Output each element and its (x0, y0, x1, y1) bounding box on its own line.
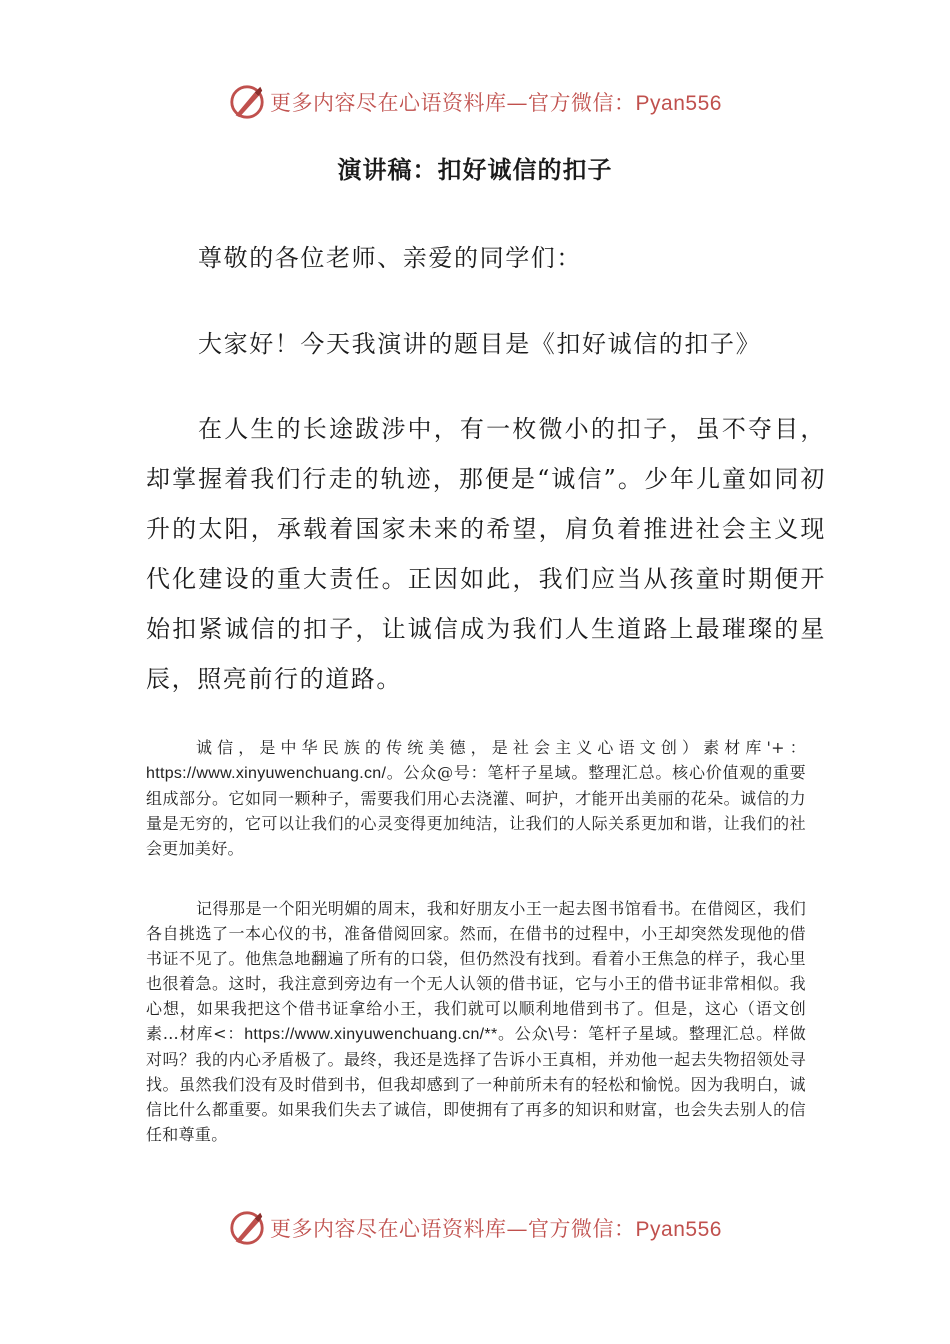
header-banner (0, 80, 950, 124)
source-url: https://www.xinyuwenchuang.cn/** (244, 1026, 498, 1043)
paragraph-2: 诚信，是中华民族的传统美德，是社会主义心语文创）素材库'+：https://www.xinyuwenchuang.cn/。公众@号：笔杆子星域。整理汇总。核心价值观的重要组成部分。它如同一颗种子，需要我们用心去浇灌、呵护，才能开出美丽的花朵。诚信的力量是无穷的，它可以让我们的心灵变得更加纯洁，让我们的人际关系更加和谐，让我们的社会更加美好。 (146, 738, 806, 858)
greeting: 尊敬的各位老师、亲爱的同学们： (198, 244, 582, 272)
banner-text: 更多内容尽在心语资料库—官方微信：Pyan556 (270, 1217, 722, 1241)
pen-logo-icon (228, 83, 266, 121)
pen-logo-icon (228, 1209, 266, 1247)
source-url: https://www.xinyuwenchuang.cn/ (146, 765, 387, 782)
banner-text: 更多内容尽在心语资料库—官方微信：Pyan556 (270, 91, 722, 115)
paragraph-3: 记得那是一个阳光明媚的周末，我和好朋友小王一起去图书馆看书。在借阅区，我们各自挑选了一本心仪的书，准备借阅回家。然而，在借书的过程中，小王却突然发现他的借书证不见了。他焦急地翻遍了所有的口袋，但仍然没有找到。看着小王焦急的样子，我心里也很着急。这时，我注意到旁边有一个无人认领的借书证，它与小王的借书证非常相似。我心想，如果我把这个借书证拿给小王，我们就可以顺利地借到书了。但是，这心（语文创素…材库<：https://www.xinyuwenchuang.cn/**。公众\号：笔杆子星域。整理汇总。样做对吗？我的内心矛盾极了。最终，我还是选择了告诉小王真相，并劝他一起去失物招领处寻找。虽然我们没有及时借到书，但我却感到了一种前所未有的轻松和愉悦。因为我明白，诚信比什么都重要。如果我们失去了诚信，即使拥有了再多的知识和财富，也会失去别人的信任和尊重。 (146, 899, 806, 1144)
page-title: 演讲稿：扣好诚信的扣子 (337, 156, 613, 184)
intro: 大家好！今天我演讲的题目是《扣好诚信的扣子》 (198, 330, 762, 358)
paragraph-1: 在人生的长途跋涉中，有一枚微小的扣子，虽不夺目，却掌握着我们行走的轨迹，那便是“诚信”。少年儿童如同初升的太阳，承载着国家未来的希望，肩负着推进社会主义现代化建设的重大责任。正因如此，我们应当从孩童时期便开始扣紧诚信的扣子，让诚信成为我们人生道路上最璀璨的星辰，照亮前行的道路。 (146, 415, 826, 693)
footer-banner (0, 1206, 950, 1250)
